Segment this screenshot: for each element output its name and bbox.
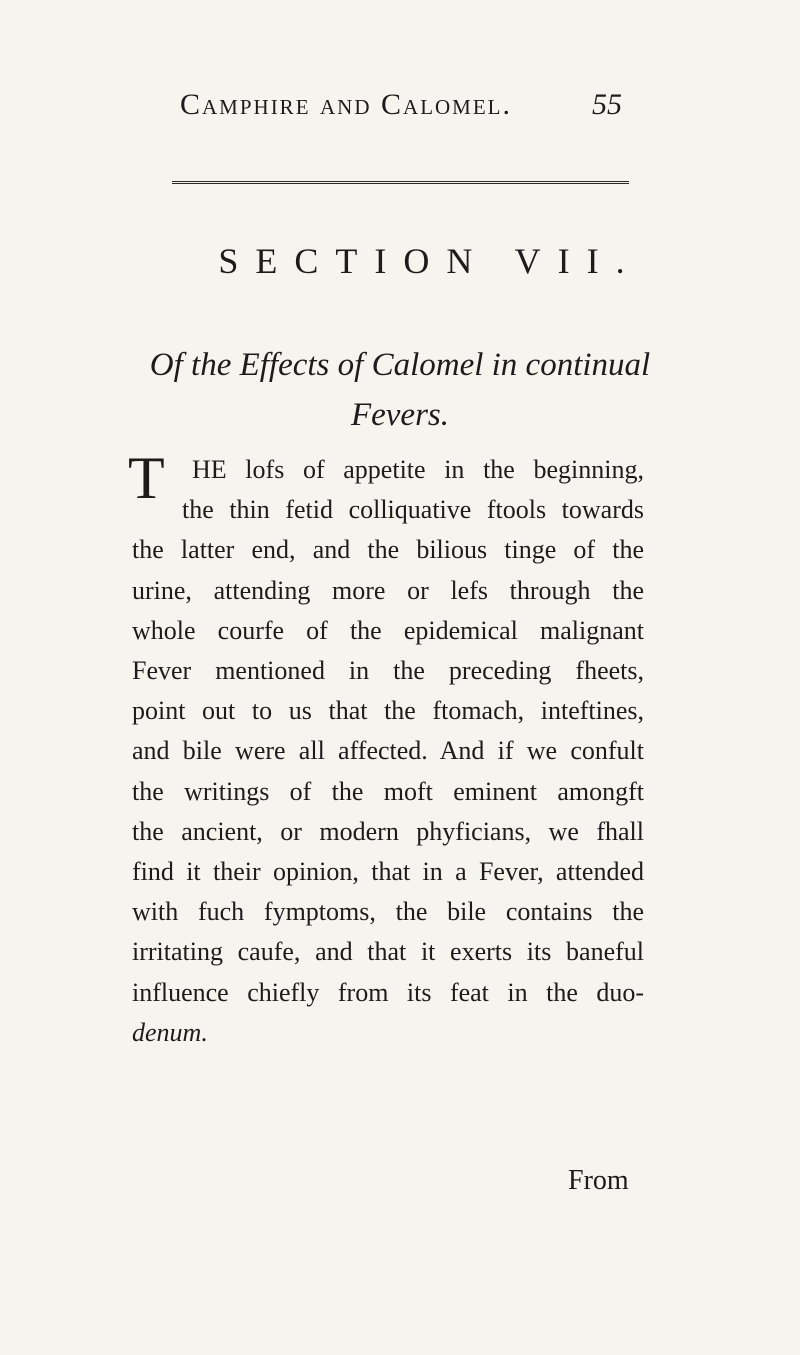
body-line: denum.	[132, 1017, 208, 1047]
section-title	[100, 340, 700, 440]
body-line: the ancient, or modern phyficians, we fhall	[132, 816, 644, 846]
section-title-line-1: Of the Effects of Calomel in continual	[149, 347, 651, 383]
header-rule	[172, 181, 629, 184]
body-paragraph	[132, 450, 644, 1053]
body-line: the thin fetid colliquative ftools towards	[182, 495, 644, 525]
body-line: with fuch fymptoms, the bile contains the	[132, 897, 644, 927]
body-line: find it their opinion, that in a Fever, attended	[132, 857, 644, 887]
body-line: irritating caufe, and that it exerts its baneful	[132, 937, 644, 967]
body-line: urine, attending more or lefs through the	[132, 575, 644, 605]
body-line: Fever mentioned in the preceding fheets,	[132, 656, 644, 686]
body-line: the writings of the moft eminent amongft	[132, 776, 644, 806]
body-line: influence chiefly from its feat in the duo-	[132, 977, 644, 1007]
body-line: the latter end, and the bilious tinge of the	[132, 535, 644, 565]
page-number: 55	[592, 88, 622, 121]
running-head: Camphire and Calomel.	[180, 88, 513, 121]
catchword: From	[568, 1165, 629, 1196]
section-heading: SECTION VII.	[218, 241, 642, 281]
body-line: and bile were all affected. And if we confult	[132, 736, 644, 766]
body-line: whole courfe of the epidemical malignant	[132, 615, 644, 645]
body-line: point out to us that the ftomach, inteftines,	[132, 696, 644, 726]
section-title-line-2: Fevers.	[350, 397, 450, 433]
body-line: HE lofs of appetite in the beginning,	[192, 455, 644, 484]
drop-cap: T	[128, 445, 165, 511]
